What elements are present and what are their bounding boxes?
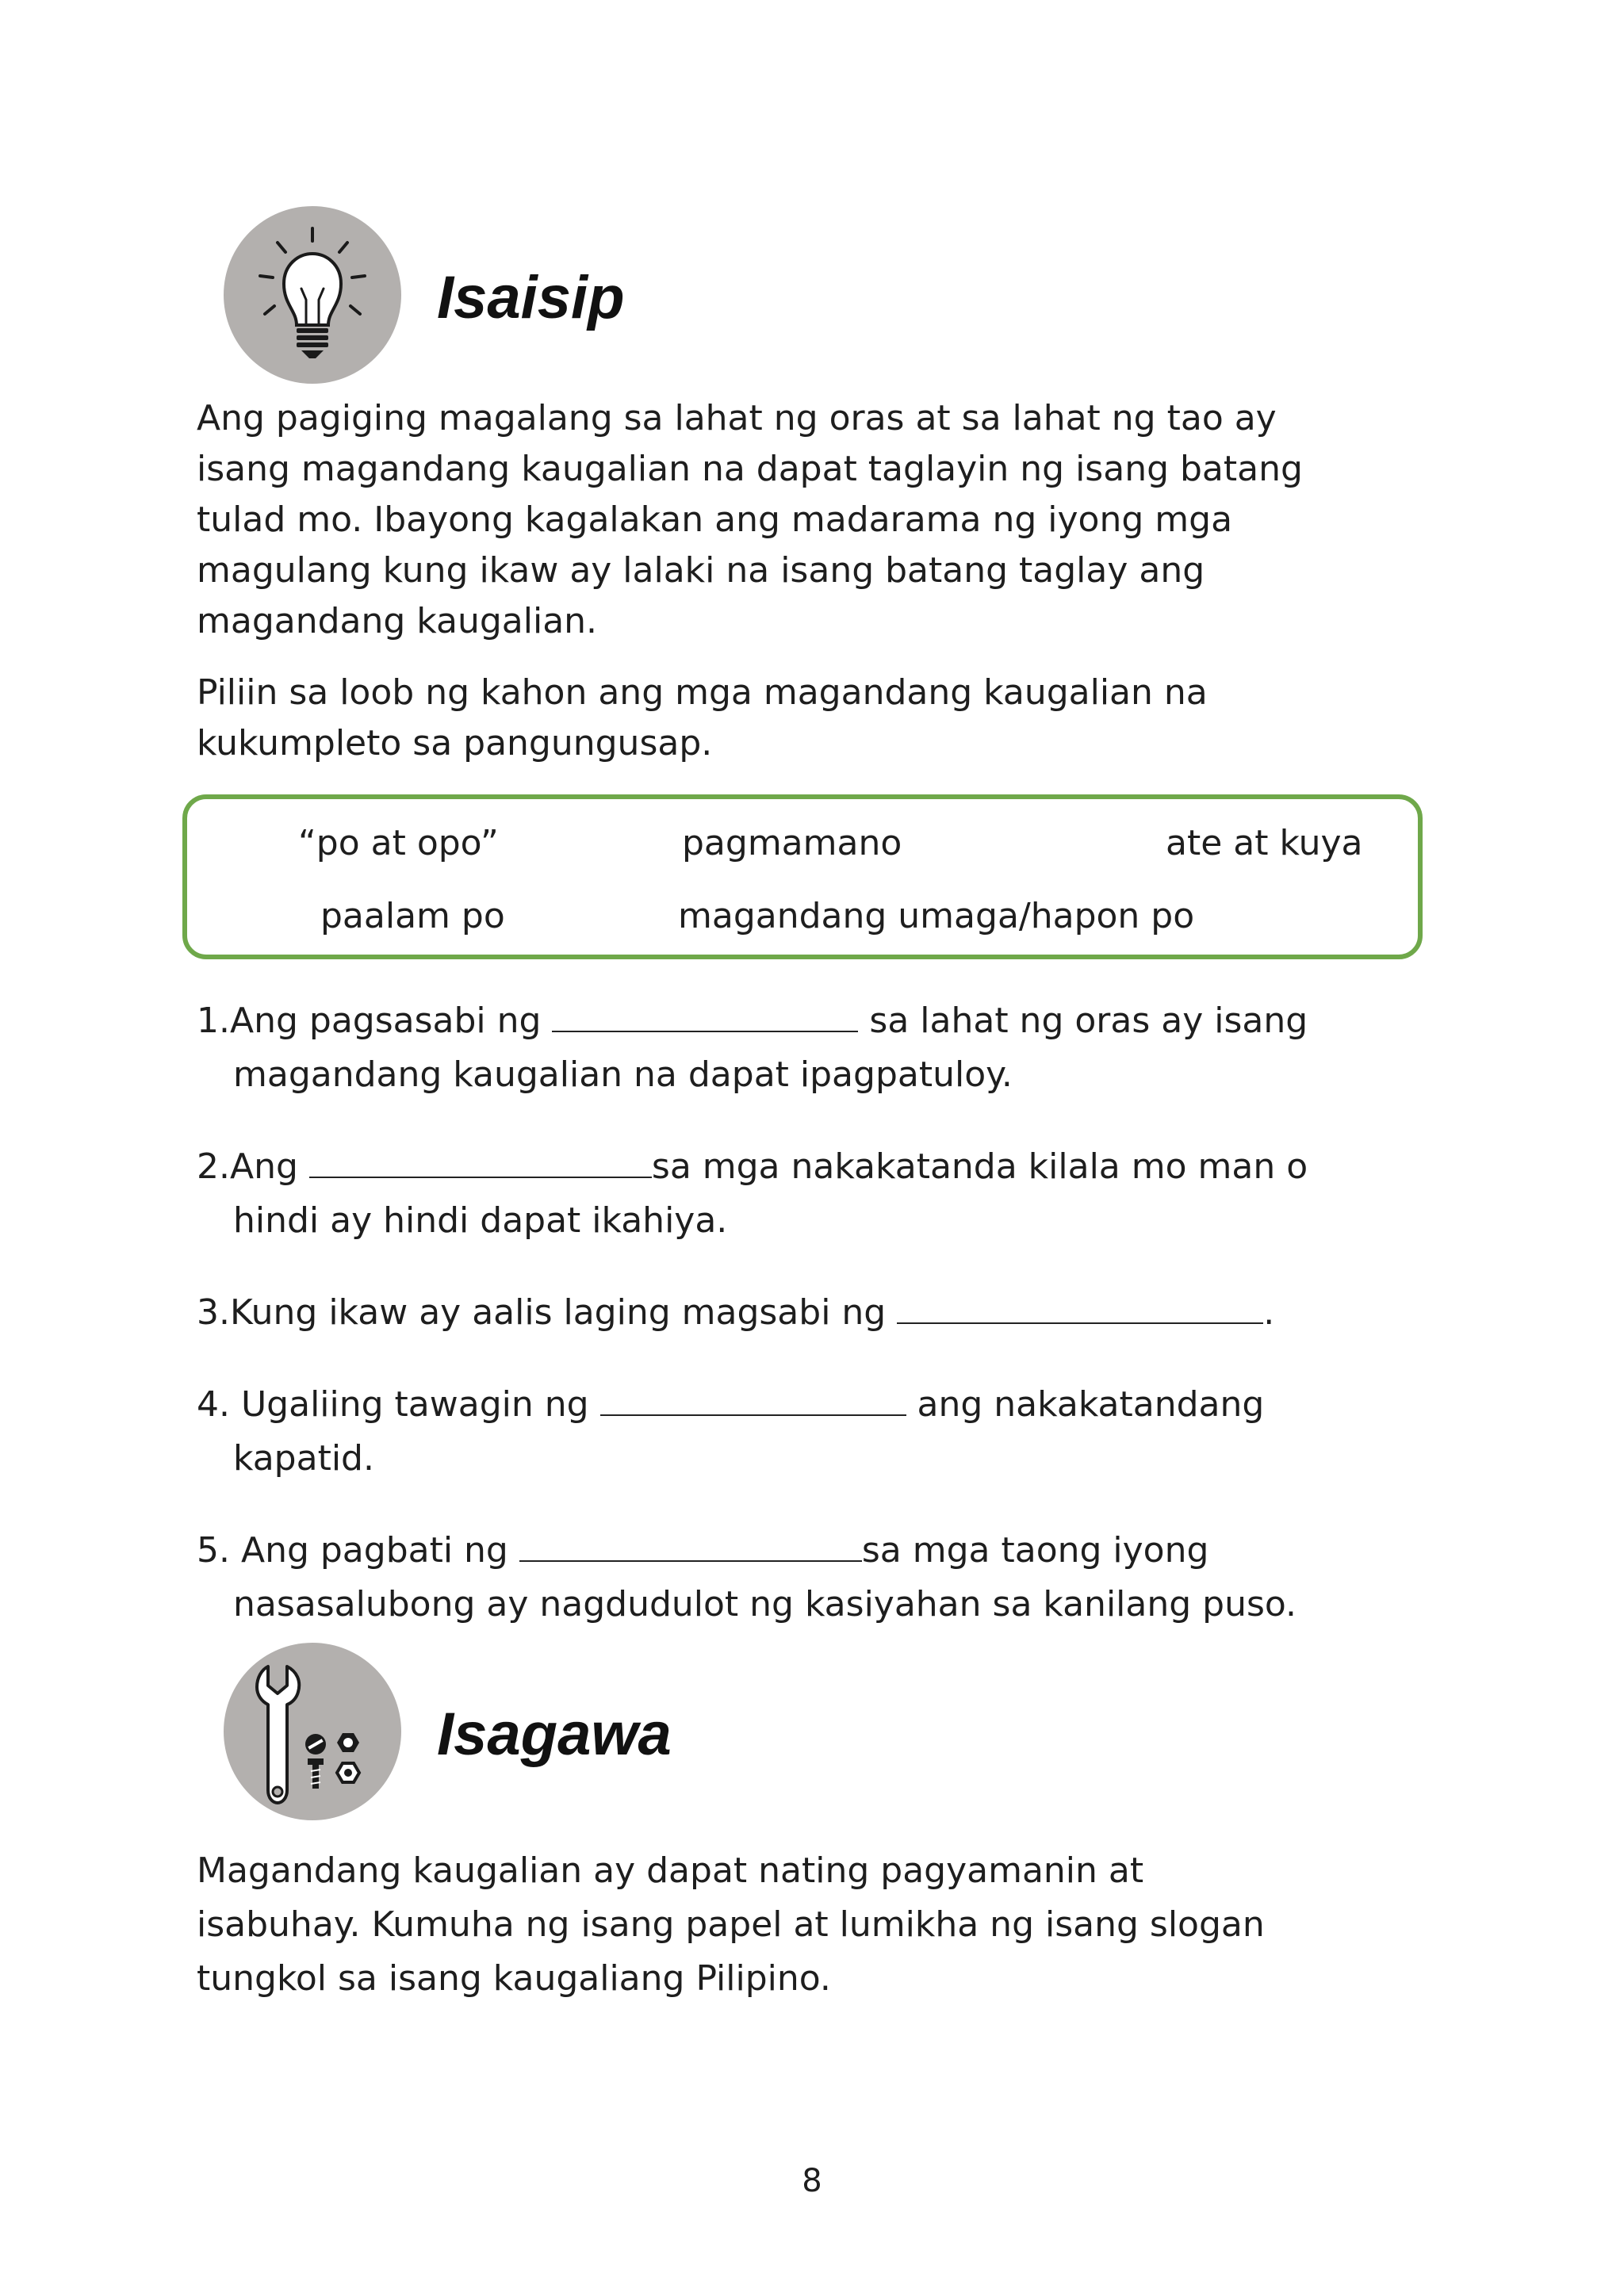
instruction-line: kukumpleto sa pangungusap. xyxy=(197,723,713,763)
page-number: 8 xyxy=(802,2163,822,2199)
choice-paalam-po: paalam po xyxy=(320,896,505,936)
question-text: hindi ay hindi dapat ikahiya. xyxy=(233,1200,728,1241)
paragraph-line: isang magandang kaugalian na dapat taglayin ng isang batang xyxy=(197,449,1303,489)
question-text: sa mga nakakatanda kilala mo man o xyxy=(651,1146,1308,1187)
question-5 xyxy=(197,1524,1297,1632)
lightbulb-icon xyxy=(224,206,401,384)
instruction-line: Piliin sa loob ng kahon ang mga magandang kaugalian na xyxy=(197,672,1208,713)
question-1 xyxy=(197,994,1308,1102)
paragraph-line: tulad mo. Ibayong kagalakan ang madarama ng iyong mga xyxy=(197,499,1233,540)
question-text: kapatid. xyxy=(233,1438,374,1479)
question-text: . xyxy=(1263,1292,1275,1333)
isaisip-paragraph xyxy=(197,393,1434,647)
question-text: 5. Ang pagbati ng xyxy=(197,1530,519,1571)
question-text: magandang kaugalian na dapat ipagpatuloy. xyxy=(233,1054,1013,1095)
choice-pagmamano: pagmamano xyxy=(682,823,902,863)
question-text: 4. Ugaliing tawagin ng xyxy=(197,1384,600,1425)
isaisip-title: Isaisip xyxy=(437,264,625,331)
question-text: ang nakakatandang xyxy=(906,1384,1265,1425)
paragraph-line: tungkol sa isang kaugaliang Pilipino. xyxy=(197,1958,831,1999)
question-text: nasasalubong ay nagdudulot ng kasiyahan sa kanilang puso. xyxy=(233,1584,1297,1624)
question-text: sa lahat ng oras ay isang xyxy=(858,1001,1308,1041)
answer-blank[interactable] xyxy=(897,1291,1263,1324)
paragraph-line: Magandang kaugalian ay dapat nating pagyamanin at xyxy=(197,1850,1144,1891)
paragraph-line: magulang kung ikaw ay lalaki na isang batang taglay ang xyxy=(197,550,1205,591)
choice-ate-at-kuya: ate at kuya xyxy=(1166,823,1363,863)
tools-icon xyxy=(224,1643,401,1820)
choice-po-at-opo: “po at opo” xyxy=(298,823,499,863)
paragraph-line: magandang kaugalian. xyxy=(197,601,598,641)
isagawa-paragraph xyxy=(197,1844,1434,2006)
answer-blank[interactable] xyxy=(552,999,858,1032)
paragraph-line: Ang pagiging magalang sa lahat ng oras at sa lahat ng tao ay xyxy=(197,398,1277,438)
choice-magandang-umaga: magandang umaga/hapon po xyxy=(678,896,1195,936)
question-text: 3.Kung ikaw ay aalis laging magsabi ng xyxy=(197,1292,898,1333)
answer-blank[interactable] xyxy=(519,1529,862,1562)
isaisip-icon-badge xyxy=(224,206,401,384)
answer-blank[interactable] xyxy=(309,1145,652,1178)
question-text: 1.Ang pagsasabi ng xyxy=(197,1001,553,1041)
isagawa-icon-badge xyxy=(224,1643,401,1820)
answer-blank[interactable] xyxy=(600,1383,906,1416)
instruction-paragraph xyxy=(197,668,1434,769)
question-3 xyxy=(197,1286,1274,1340)
question-4 xyxy=(197,1378,1264,1486)
question-text: 2.Ang xyxy=(197,1146,309,1187)
isagawa-title: Isagawa xyxy=(437,1701,672,1768)
paragraph-line: isabuhay. Kumuha ng isang papel at lumikha ng isang slogan xyxy=(197,1904,1265,1945)
question-2 xyxy=(197,1140,1308,1248)
question-text: sa mga taong iyong xyxy=(861,1530,1209,1571)
